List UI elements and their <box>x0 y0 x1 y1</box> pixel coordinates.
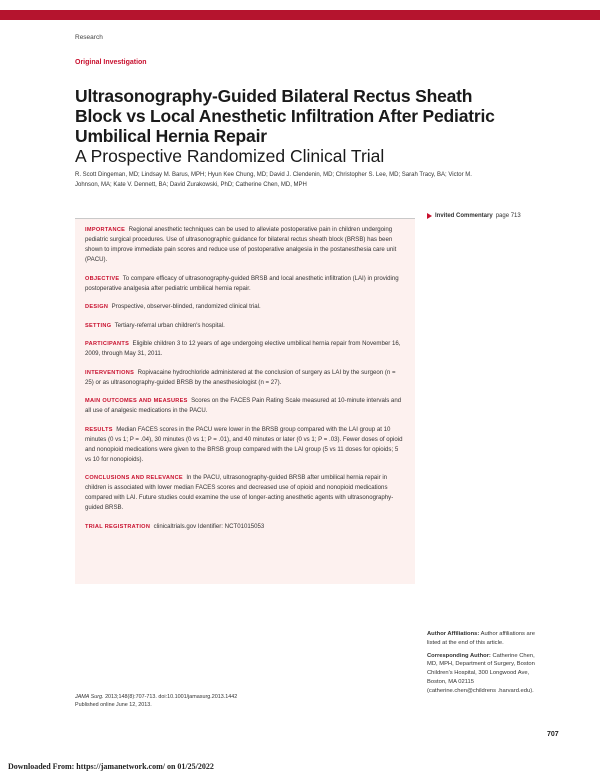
corresponding-label: Corresponding Author: <box>427 652 491 659</box>
abstract-label: CONCLUSIONS AND RELEVANCE <box>85 475 183 481</box>
page-number: 707 <box>547 731 559 738</box>
abstract-text: clinicaltrials.gov Identifier: NCT01015053 <box>153 522 265 530</box>
abstract-conclusions <box>85 473 405 513</box>
abstract-design <box>85 302 405 312</box>
corresponding-text: Catherine Chen, MD, MPH, Department of Surgery, Boston Children's Hospital, 300 Longwood Ave, Boston, MA 02115 (catherine.chen@childrens .harvard.edu). <box>427 652 535 694</box>
abstract-label: IMPORTANCE <box>85 227 126 233</box>
abstract-label: TRIAL REGISTRATION <box>85 523 151 530</box>
journal-header-bar <box>0 10 600 20</box>
citation <box>75 693 375 709</box>
article-title <box>75 86 495 166</box>
abstract-objective <box>85 274 405 294</box>
arrow-right-icon <box>427 213 432 219</box>
abstract-text: Scores on the FACES Pain Rating Scale measured at 10-minute intervals and all use of analgesic medications in the PACU. <box>85 397 402 414</box>
abstract-label: INTERVENTIONS <box>85 369 135 376</box>
abstract-label: RESULTS <box>85 426 113 433</box>
abstract-main-outcomes <box>85 396 405 416</box>
abstract-interventions <box>85 368 405 388</box>
abstract-setting <box>85 321 405 331</box>
article-type: Original Investigation <box>75 59 147 66</box>
abstract-text: Prospective, observer-blinded, randomized clinical trial. <box>111 303 261 310</box>
abstract-text: To compare efficacy of ultrasonography-guided BRSB and local anesthetic infiltration (LAI) in providing postoperative analgesia after pediatric umbilical hernia repair. <box>85 274 399 292</box>
abstract-text: Tertiary-referral urban children's hospital. <box>114 321 225 329</box>
corresponding-author <box>427 652 537 696</box>
article-title-main: Ultrasonography-Guided Bilateral Rectus Sheath Block vs Local Anesthetic Infiltration After Pediatric Umbilical Hernia Repair <box>75 85 495 146</box>
author-affiliations <box>427 630 537 648</box>
abstract-label: MAIN OUTCOMES AND MEASURES <box>85 398 188 404</box>
article-subtitle: A Prospective Randomized Clinical Trial <box>75 145 385 166</box>
abstract-trial-registration <box>85 522 405 532</box>
citation-details: 2013;148(8):707-713. doi:10.1001/jamasurg.2013.1442 <box>105 694 238 700</box>
abstract-text: Regional anesthetic techniques can be used to alleviate postoperative pain in children undergoing pediatric surgical procedures. Use of ultrasonographic guidance for bilateral rectus sheath block (BRSB) has been shown to improve immediate pain scores and reduce use of postoperative analgesia in the postanesthesia care unit (PACU). <box>85 226 397 263</box>
affiliations-text: Author affiliations are listed at the end of this article. <box>427 631 535 646</box>
abstract-label: DESIGN <box>85 304 109 310</box>
invited-commentary-label: Invited Commentary <box>435 213 493 219</box>
abstract-text: Ropivacaine hydrochloride administered at the conclusion of surgery as LAI by the surgeon (n = 25) or as ultrasonography-guided BRSB by the anesthesiologist (n = 27). <box>85 368 396 386</box>
download-watermark: Downloaded From: https://jamanetwork.com/ on 01/25/2022 <box>8 762 214 771</box>
abstract-participants <box>85 339 405 359</box>
abstract-results <box>85 425 405 465</box>
abstract-label: OBJECTIVE <box>85 275 120 282</box>
author-list: R. Scott Dingeman, MD; Lindsay M. Barus, MPH; Hyun Kee Chung, MD; David J. Clendenin, MD; Christopher S. Lee, MD; Sarah Tracy, BA; Victor M. Johnson, MA; Kate V. Dennett, BA; David Zurakowski, PhD; Catherine Chen, MD, MPH <box>75 172 472 188</box>
affiliations-label: Author Affiliations: <box>427 631 480 637</box>
published-online: Published online June 12, 2013. <box>75 702 152 708</box>
journal-name: JAMA Surg. <box>75 694 104 700</box>
author-info-sidebar <box>427 630 537 700</box>
section-label: Research <box>75 34 103 41</box>
invited-commentary-link[interactable] <box>427 213 521 219</box>
abstract-text: In the PACU, ultrasonography-guided BRSB after umbilical hernia repair in children is associated with lower median FACES scores and decreased use of opioid and nonopioid medications compared with LAI. Future studies could examine the use of longer-acting anesthetic agents with ultrasonography-guided BRSB. <box>85 474 394 511</box>
invited-commentary-page: page 713 <box>495 213 521 219</box>
abstract-text: Eligible children 3 to 12 years of age undergoing elective umbilical hernia repair from November 16, 2009, through May 31, 2011. <box>85 340 401 357</box>
abstract-label: SETTING <box>85 322 112 329</box>
abstract-text: Median FACES scores in the PACU were lower in the BRSB group compared with the LAI group at 10 minutes (0 vs 1; P = .04), 30 minutes (0 vs 1; P = .01), and 40 minutes or later (0 vs 1; P = .03). Fewer doses of opioid and nonopioid medications were given to the BRSB group compared with the LAI group (5 vs 11 doses for opioids; 5 vs 10 for nonopioids). <box>85 425 403 463</box>
abstract-label: PARTICIPANTS <box>85 341 130 347</box>
abstract <box>75 218 415 548</box>
abstract-importance <box>85 225 405 265</box>
